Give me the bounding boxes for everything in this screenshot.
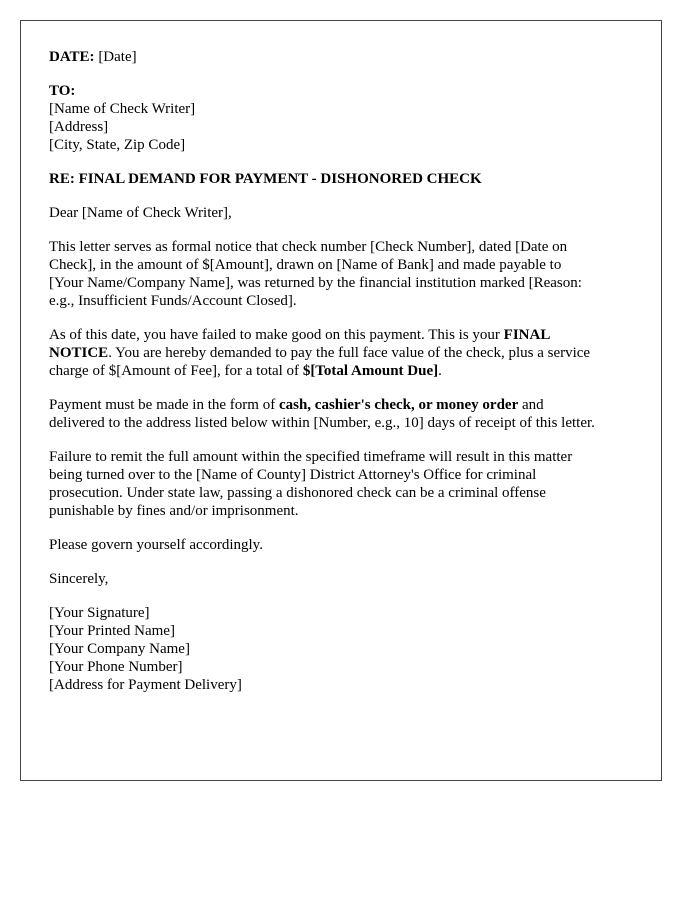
printed-name-line: [Your Printed Name]	[49, 623, 175, 639]
payment-method-emphasis: cash, cashier's check, or money order	[278, 397, 519, 413]
paragraph-line: delivered to the address listed below within [Number, e.g., 10] days of receipt of this letter.	[49, 415, 595, 431]
recipient-city-state-zip: [City, State, Zip Code]	[49, 137, 186, 153]
salutation: Dear [Name of Check Writer],	[49, 205, 232, 221]
notice-emphasis: NOTICE	[49, 345, 109, 361]
paragraph-consequences	[49, 448, 633, 520]
paragraph-text: charge of $[Amount of Fee], for a total of	[49, 363, 303, 379]
paragraph-line: prosecution. Under state law, passing a dishonored check can be a criminal offense	[49, 485, 546, 501]
date-value: [Date]	[94, 49, 137, 65]
paragraph-line: being turned over to the [Name of County] District Attorney's Office for criminal	[49, 467, 537, 483]
paragraph-line	[49, 396, 633, 414]
phone-number-line: [Your Phone Number]	[49, 659, 183, 675]
paragraph-line	[49, 344, 633, 362]
recipient-label: TO:	[49, 83, 76, 99]
paragraph-line	[49, 326, 633, 344]
paragraph-text: .	[438, 363, 442, 379]
paragraph-text: and	[518, 397, 544, 413]
letter-page	[20, 20, 662, 781]
paragraph-line	[49, 362, 633, 380]
paragraph-line: Check], in the amount of $[Amount], drawn on [Name of Bank] and made payable to	[49, 257, 562, 273]
signature-line: [Your Signature]	[49, 605, 150, 621]
paragraph-payment-method	[49, 396, 633, 432]
signature-block	[49, 604, 633, 694]
payment-address-line: [Address for Payment Delivery]	[49, 677, 242, 693]
date-line	[49, 48, 633, 66]
closing-statement: Please govern yourself accordingly.	[49, 537, 263, 553]
paragraph-notice	[49, 238, 633, 310]
paragraph-text: As of this date, you have failed to make good on this payment. This is your	[49, 327, 504, 343]
recipient-block	[49, 82, 633, 154]
company-name-line: [Your Company Name]	[49, 641, 190, 657]
recipient-address: [Address]	[49, 119, 109, 135]
final-emphasis: FINAL	[503, 327, 551, 343]
paragraph-line: Failure to remit the full amount within the specified timeframe will result in this matter	[49, 449, 573, 465]
paragraph-line: [Your Name/Company Name], was returned by the financial institution marked [Reason:	[49, 275, 582, 291]
date-label: DATE:	[49, 49, 95, 65]
paragraph-line: e.g., Insufficient Funds/Account Closed].	[49, 293, 297, 309]
subject-line: RE: FINAL DEMAND FOR PAYMENT - DISHONORED CHECK	[49, 171, 482, 187]
paragraph-text: . You are hereby demanded to pay the full face value of the check, plus a service	[108, 345, 591, 361]
paragraph-text: Payment must be made in the form of	[49, 397, 279, 413]
valediction: Sincerely,	[49, 571, 109, 587]
recipient-name: [Name of Check Writer]	[49, 101, 196, 117]
paragraph-final-notice	[49, 326, 633, 380]
total-amount-emphasis: $[Total Amount Due]	[302, 363, 439, 379]
paragraph-line: This letter serves as formal notice that check number [Check Number], dated [Date on	[49, 239, 568, 255]
paragraph-line: punishable by fines and/or imprisonment.	[49, 503, 299, 519]
